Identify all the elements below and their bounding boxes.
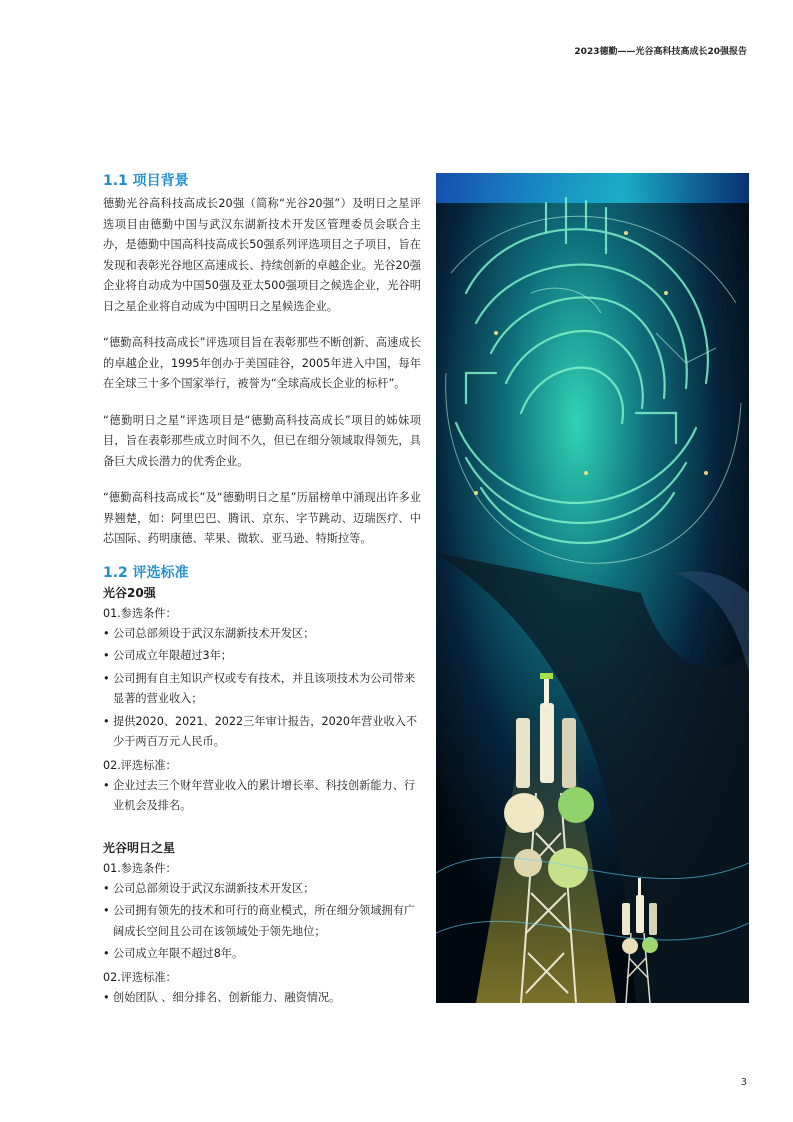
page-number: 3 xyxy=(740,1077,747,1088)
list-item: • 公司总部须设于武汉东湖新技术开发区； xyxy=(103,624,421,645)
list-item: • 公司总部须设于武汉东湖新技术开发区； xyxy=(103,879,421,900)
section-heading-criteria: 1.2 评选标准 xyxy=(103,564,189,581)
list-item: • 公司拥有领先的技术和可行的商业模式，所在细分领域拥有广阔成长空间且公司在该领域处于领先地位； xyxy=(103,901,421,942)
report-header-title: 2023德勤——光谷高科技高成长20强报告 xyxy=(574,47,747,57)
conditions-label: 01.参选条件： xyxy=(103,606,177,620)
top20-criteria-list xyxy=(103,776,421,817)
list-item: • 创始团队 、细分排名、创新能力、融资情况。 xyxy=(103,988,421,1009)
top20-conditions-list xyxy=(103,624,421,753)
paragraph: “德勤高科技高成长”评选项目旨在表彰那些不断创新、高速成长的卓越企业，1995年创办于美国硅谷，2005年进入中国，每年在全球三十多个国家举行，被誉为“全球高成长企业的标杆”。 xyxy=(103,336,421,390)
list-item: • 提供2020、2021、2022三年审计报告，2020年营业收入不少于两百万元人民币。 xyxy=(103,712,421,753)
conditions-label: 01.参选条件： xyxy=(103,861,177,875)
list-item: • 公司拥有自主知识产权或专有技术，并且该项技术为公司带来显著的营业收入； xyxy=(103,669,421,710)
brain-tower-illustration xyxy=(436,173,749,1003)
paragraph: “德勤明日之星”评选项目是“德勤高科技高成长”项目的姊妹项目，旨在表彰那些成立时间不久，但已在细分领域取得领先，具备巨大成长潜力的优秀企业。 xyxy=(103,413,421,468)
list-item: • 公司成立年限不超过8年。 xyxy=(103,944,421,965)
decorative-tech-image xyxy=(436,173,749,1003)
paragraph: “德勤高科技高成长”及“德勤明日之星”历届榜单中涌现出许多业界翘楚，如：阿里巴巴、腾讯、京东、字节跳动、迈瑞医疗、中芯国际、药明康德、苹果、微软、亚马逊、特斯拉等。 xyxy=(103,491,421,545)
list-item: • 企业过去三个财年营业收入的累计增长率、科技创新能力、行业机会及排名。 xyxy=(103,776,421,817)
subheading-top20: 光谷20强 xyxy=(103,585,156,600)
subheading-rising-stars: 光谷明日之星 xyxy=(103,840,176,855)
criteria-label: 02.评选标准： xyxy=(103,970,177,984)
text-column xyxy=(103,170,421,1010)
stars-conditions-list xyxy=(103,879,421,965)
stars-criteria-list xyxy=(103,988,421,1009)
criteria-label: 02.评选标准： xyxy=(103,758,177,772)
list-item: • 公司成立年限超过3年； xyxy=(103,646,421,667)
section-heading-background: 1.1 项目背景 xyxy=(103,173,189,189)
paragraph: 德勤光谷高科技高成长20强（简称“光谷20强”）及明日之星评选项目由德勤中国与武汉东湖新技术开发区管理委员会联合主办，是德勤中国高科技高成长50强系列评选项目之子项目，旨在发现和表彰光谷地区高速成长、持续创新的卓越企业。光谷20强企业将自动成为中国50强及亚太500强项目之候选企业，光谷明日之星企业将自动成为中国明日之星候选企业。 xyxy=(103,197,421,313)
